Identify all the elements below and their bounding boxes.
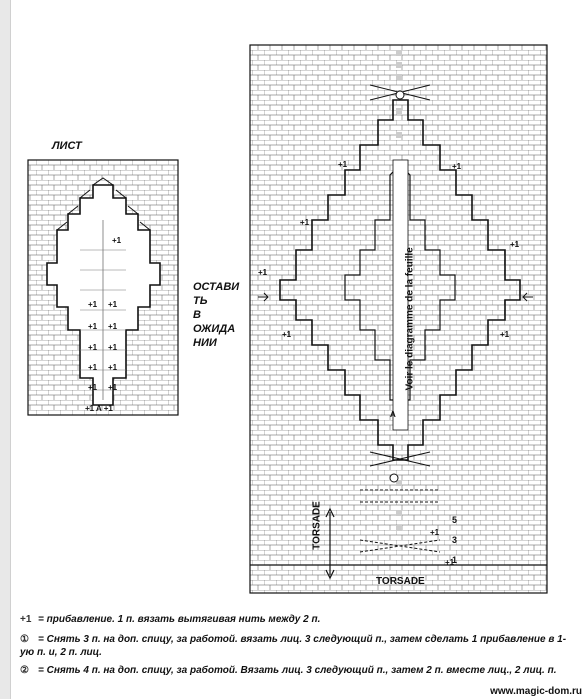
legend-text: = прибавление. 1 п. вязать вытягивая нить между 2 п. [38,614,321,625]
middle-note-line: НИИ [193,337,217,349]
left-mark: +1 [108,363,118,372]
watermark: www.magic-dom.ru [490,686,582,697]
legend-text: = Снять 3 п. на доп. спицу, за работой. вязать лиц. 3 следующий п., затем сделать 1 прибавление в 1-ую п. и, 2 п. лиц. [20,634,567,658]
increase-symbol: +1 [20,614,32,625]
right-mark: +1 [430,528,440,537]
legend-item [20,664,570,677]
right-mark: +1 [258,268,268,277]
right-grid [250,45,547,593]
middle-note-line: ТЬ [193,295,208,307]
right-mark: +1 [452,162,462,171]
legend-text: = Снять 4 п. на доп. спицу, за работой. Вязать лиц. 3 следующий п., затем 2 п. вместе лиц., 2 лиц. п. [38,665,557,676]
marker-a: A [390,410,396,419]
right-mark: +1 [300,218,310,227]
left-chart-title: ЛИСТ [52,140,82,152]
torsade-bottom-label: TORSADE [376,576,425,587]
vertical-note: Voir le diagramme de la feuille [404,247,416,391]
cable-2-symbol: ② [20,665,29,676]
left-mark: +1 [88,300,98,309]
left-bottom-label: +1 A +1 [85,404,113,413]
left-mark: +1 [112,236,122,245]
torsade-side-label: TORSADE [311,501,323,550]
legend-item [20,613,570,626]
left-mark: +1 [108,322,118,331]
left-mark: +1 [108,300,118,309]
right-mark: +1 [445,558,455,567]
left-grid [28,160,178,415]
left-mark: +1 [108,383,118,392]
middle-note [193,280,239,350]
row-number: 3 [452,535,458,545]
left-mark: +1 [88,322,98,331]
middle-note-line: ОСТАВИ [193,281,240,293]
middle-note-line: В [193,309,201,321]
left-mark: +1 [108,343,118,352]
row-number: 1 [452,555,458,565]
middle-note-line: ОЖИДА [193,323,236,335]
left-mark: +1 [88,363,98,372]
left-mark: +1 [88,383,98,392]
left-mark: +1 [88,343,98,352]
cable-1-symbol: ① [20,634,29,645]
right-mark: +1 [282,330,292,339]
legend-item [20,633,570,659]
right-mark: +1 [510,240,520,249]
row-number: 5 [452,515,458,525]
right-mark: +1 [338,160,348,169]
right-mark: +1 [500,330,510,339]
